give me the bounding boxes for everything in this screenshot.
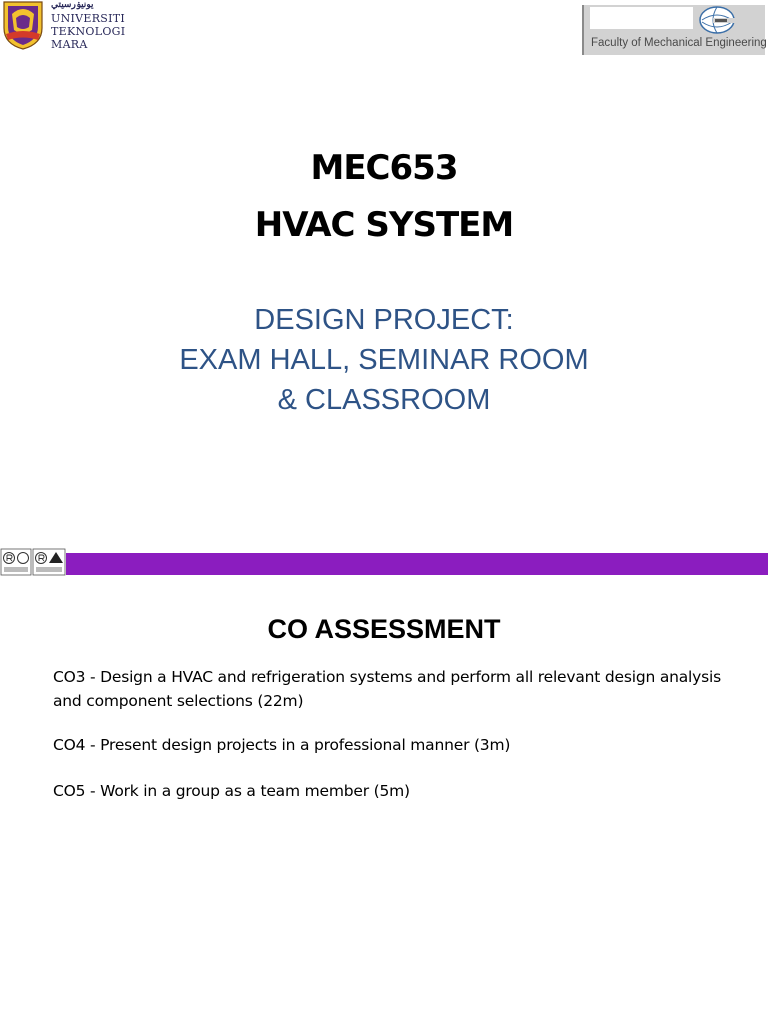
university-name-line-1: UNIVERSITI <box>51 12 126 25</box>
subtitle-line-3: & CLASSROOM <box>277 384 491 416</box>
co-assessment-heading: CO ASSESSMENT <box>267 614 501 644</box>
faculty-name: Faculty of Mechanical Engineering <box>591 37 767 49</box>
course-title: HVAC SYSTEM <box>254 205 514 245</box>
co-item: CO4 - Present design projects in a professional manner (3m) <box>53 736 511 754</box>
university-jawi-text: يونيۏرسيتي <box>51 0 94 10</box>
course-code: MEC653 <box>310 148 458 188</box>
subtitle-line-1: DESIGN PROJECT: <box>254 304 514 336</box>
certification-logos <box>0 548 66 576</box>
university-crest-icon <box>2 0 44 50</box>
university-logo <box>2 0 126 56</box>
university-name-line-2: TEKNOLOGI <box>51 25 126 38</box>
co-item: CO3 - Design a HVAC and refrigeration systems and perform all relevant design analysis and component selections (22m) <box>53 668 721 710</box>
globe-logo-icon <box>697 5 741 35</box>
university-name-line-3: MARA <box>51 38 88 51</box>
subtitle-line-2: EXAM HALL, SEMINAR ROOM <box>179 344 589 376</box>
faculty-banner <box>582 5 765 55</box>
banner-white-panel <box>590 7 693 29</box>
accent-divider-bar <box>66 553 768 575</box>
co-item: CO5 - Work in a group as a team member (5m) <box>53 782 410 800</box>
